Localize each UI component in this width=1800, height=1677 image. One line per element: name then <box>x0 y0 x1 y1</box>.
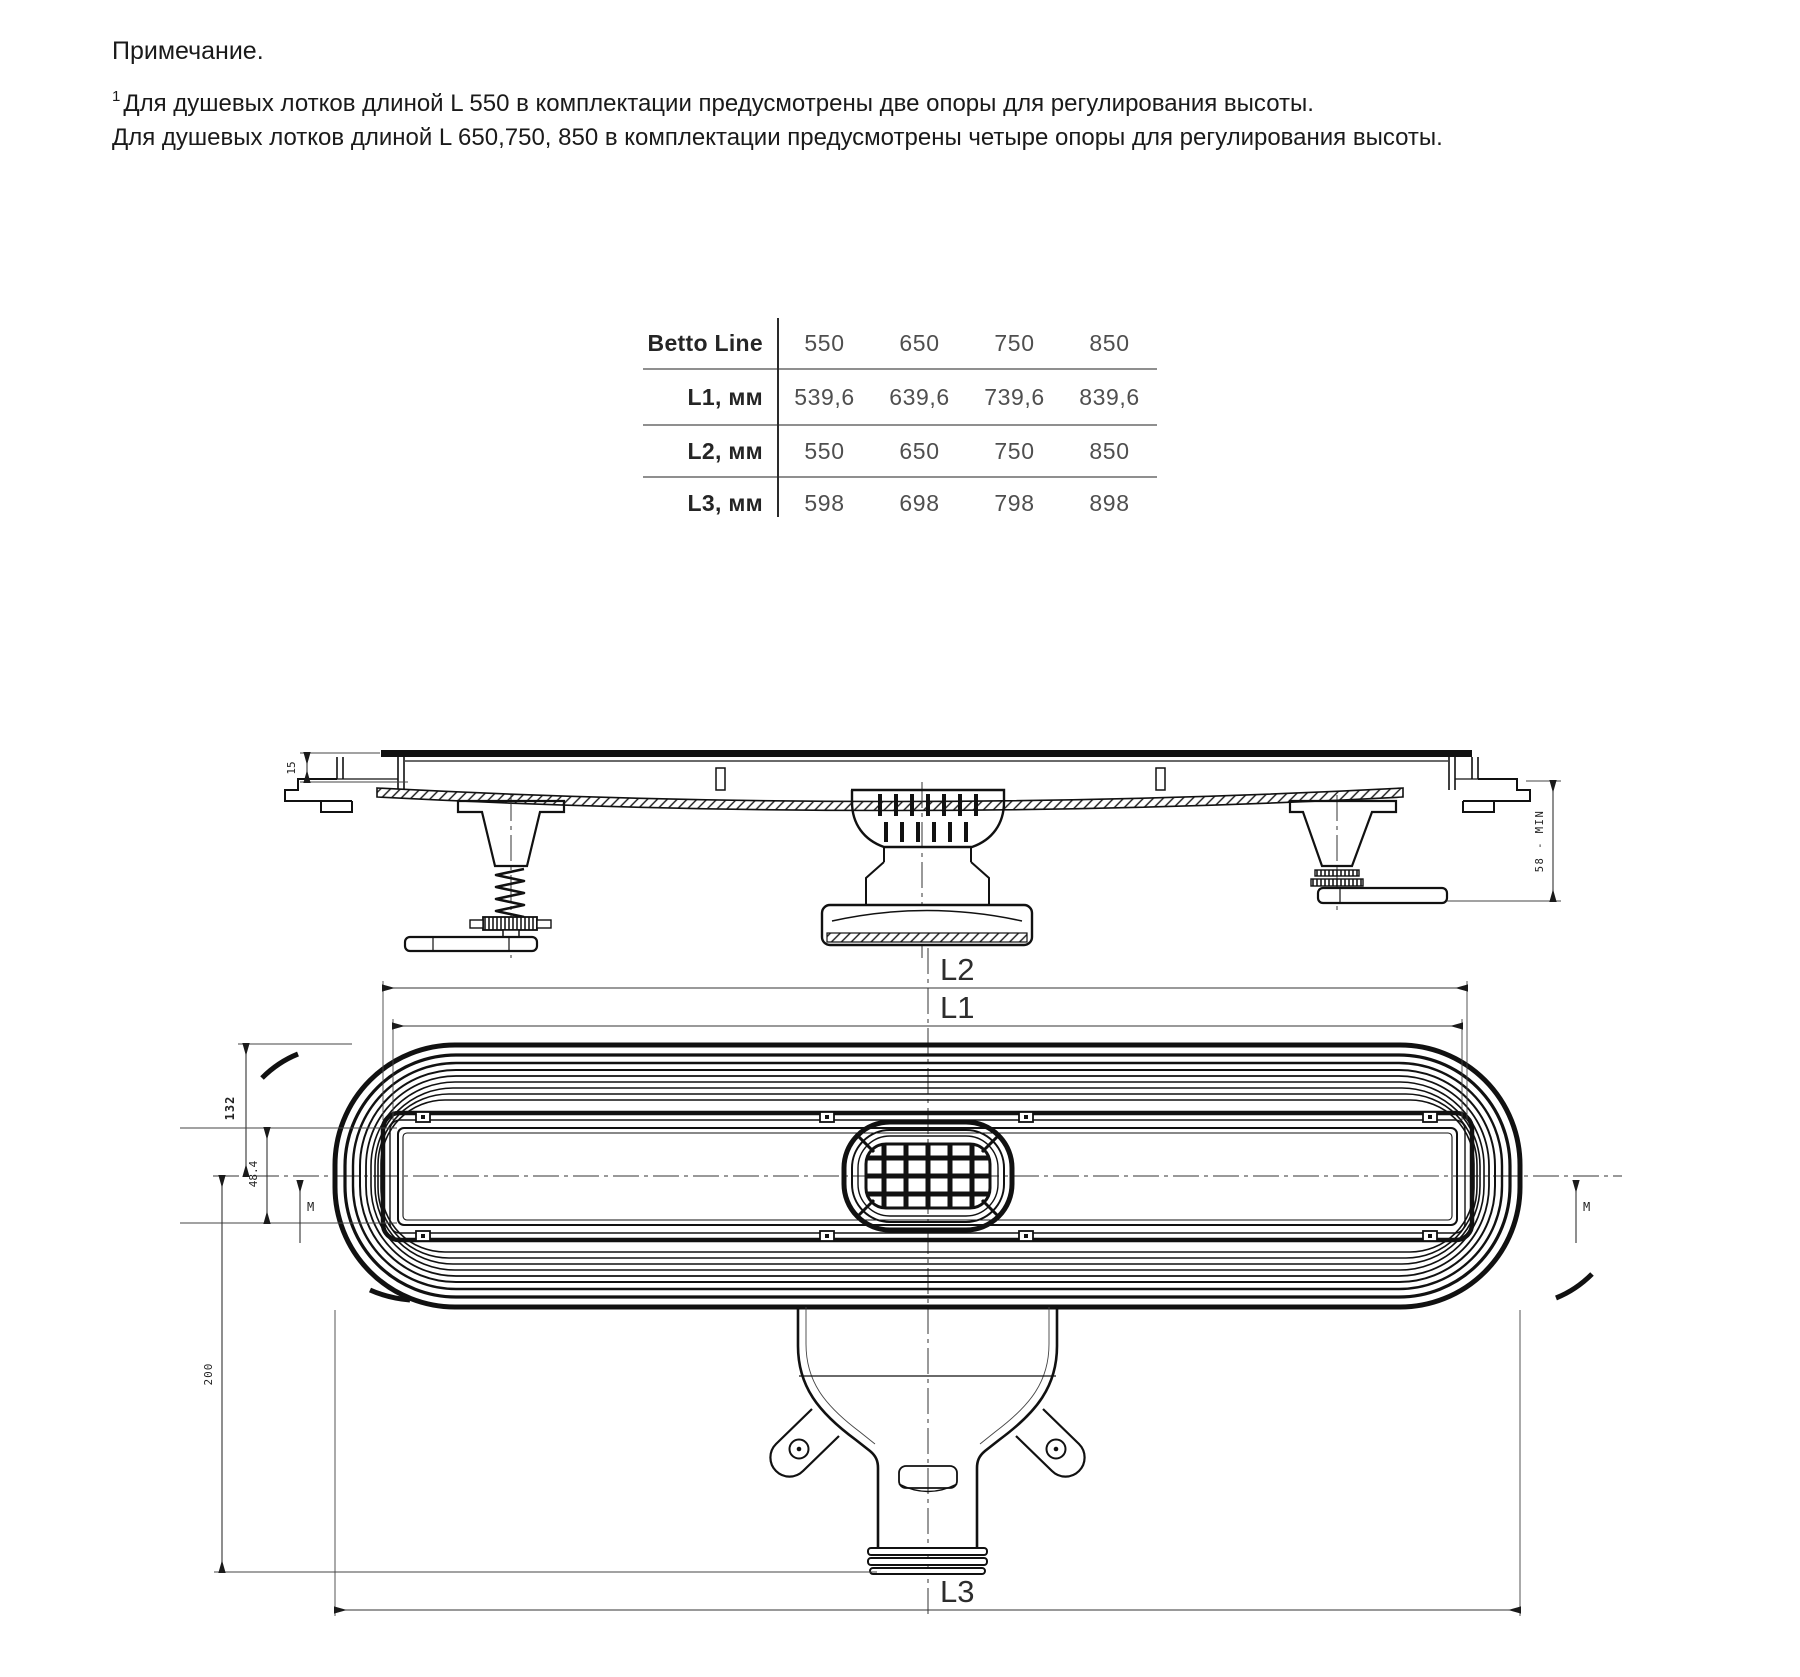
cell: 739,6 <box>984 383 1045 410</box>
cell: 850 <box>1089 437 1130 464</box>
right-support-leg <box>1290 795 1447 912</box>
cell: 750 <box>994 437 1035 464</box>
cell: 898 <box>1089 489 1130 516</box>
marker-m-left-label: M <box>307 1200 315 1214</box>
marker-m-left <box>300 1181 314 1243</box>
dim-48-label: 48.4 <box>247 1160 260 1188</box>
side-view <box>285 750 1561 958</box>
drain-body-top-view <box>770 1307 1084 1574</box>
dim-l1-label: L1 <box>940 990 975 1025</box>
cell: 598 <box>804 489 845 516</box>
cell: 798 <box>994 489 1035 516</box>
dim-l2-label: L2 <box>940 952 975 987</box>
left-flange-wing <box>285 779 352 812</box>
body-outline <box>798 1307 878 1548</box>
cell: 539,6 <box>794 383 855 410</box>
side-grate-bar <box>381 750 1472 757</box>
left-support-leg <box>405 795 564 958</box>
foot-plate <box>405 937 537 951</box>
dim-grate-height <box>285 753 408 782</box>
right-ear <box>1016 1409 1085 1477</box>
dim-l3-label: L3 <box>940 1574 975 1609</box>
cell: 839,6 <box>1079 383 1140 410</box>
row-label: L2, мм <box>687 437 763 464</box>
right-flange-wing <box>1463 779 1530 812</box>
table-product-name: Betto Line <box>647 329 763 356</box>
threaded-rod <box>496 869 524 917</box>
cell: 698 <box>899 489 940 516</box>
cell: 650 <box>899 437 940 464</box>
table-size: 850 <box>1089 329 1130 356</box>
dim-58min-label: 58 - MIN <box>1534 809 1546 873</box>
note-line-1-text: Для душевых лотков длиной L 550 в комплектации предусмотрены две опоры для регулирования высоты. <box>123 90 1314 117</box>
cell: 550 <box>804 437 845 464</box>
footnote-marker: 1 <box>112 88 121 105</box>
trap-ribs <box>880 794 976 842</box>
table-size: 750 <box>994 329 1035 356</box>
row-label: L1, мм <box>687 383 763 410</box>
top-view <box>180 948 1622 1618</box>
table-size: 550 <box>804 329 845 356</box>
dim-drain-offset <box>202 1176 877 1572</box>
dim-132-label: 132 <box>223 1095 237 1121</box>
tray-underside <box>377 788 1403 811</box>
dim-15-label: 15 <box>285 761 298 775</box>
dim-200-label: 200 <box>202 1362 215 1386</box>
table-size: 650 <box>899 329 940 356</box>
marker-m-right-label: M <box>1583 1200 1591 1214</box>
cell: 639,6 <box>889 383 950 410</box>
note-title: Примечание. <box>112 37 264 65</box>
left-ear <box>770 1409 839 1477</box>
outlet-threads <box>868 1548 987 1574</box>
lock-nut <box>483 917 537 930</box>
dim-width-total <box>223 1044 352 1176</box>
row-label: L3, мм <box>687 489 763 516</box>
dim-min-install-height <box>1447 781 1561 901</box>
foot-plate <box>1318 888 1447 903</box>
note-line-2-text: Для душевых лотков длиной L 650,750, 850 в комплектации предусмотрены четыре опоры для регулирования высоты. <box>112 124 1443 151</box>
marker-m-right <box>1576 1181 1590 1243</box>
